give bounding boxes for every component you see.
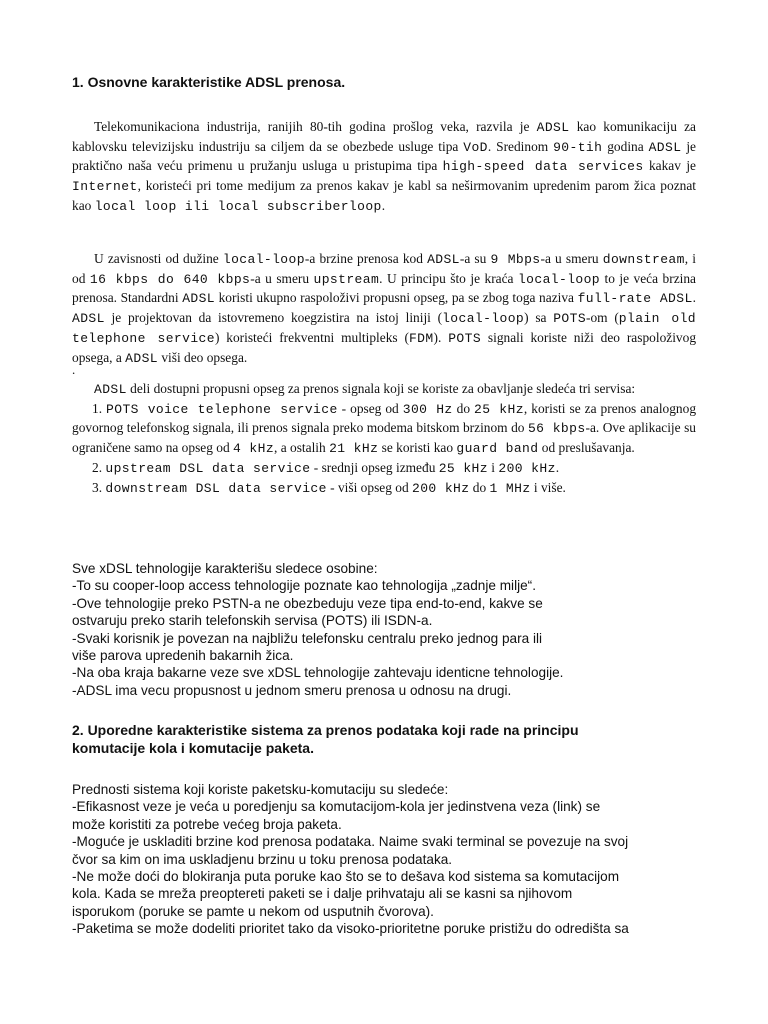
xdsl-line: Sve xDSL tehnologije karakterišu sledece osobine:: [72, 561, 378, 576]
monospace-term: ADSL: [72, 311, 105, 327]
text-run: i više.: [530, 479, 566, 495]
text-run: ) sa: [524, 310, 554, 326]
monospace-term: downstream DSL data service: [105, 480, 327, 496]
monospace-term: upstream DSL data service: [105, 460, 311, 476]
text-run: je praktično naša veću primenu u pružanju usluga u pristupima tipa: [72, 138, 696, 174]
section1-body-2: [72, 250, 696, 368]
text-run: kakav je: [643, 158, 696, 174]
monospace-term: local-loop: [442, 311, 525, 327]
paragraph-adsl-history: [72, 118, 696, 217]
monospace-term: Internet: [72, 179, 138, 195]
monospace-term: FDM: [408, 330, 434, 346]
text-run: viši deo opsega.: [157, 349, 248, 365]
xdsl-line: više parova upredenih bakarnih žica.: [72, 648, 294, 664]
advantages-line: može koristiti za potrebe većeg broja paketa.: [72, 816, 342, 832]
monospace-term: local loop ili local subscriberloop: [94, 198, 382, 214]
monospace-term: downstream: [602, 252, 685, 267]
text-run: i: [487, 459, 499, 475]
services-block: [72, 380, 696, 498]
paragraph-adsl-speeds: [72, 250, 696, 368]
text-run: signali koriste niži deo raspoloživog opsega, a: [72, 329, 697, 365]
xdsl-line: -To su cooper-loop access tehnologije poznate kao tehnologija „zadnje milje“.: [72, 578, 536, 594]
text-run: -a su: [459, 251, 491, 266]
text-run: je projektovan da istovremeno koegzistira na istoj liniji (: [104, 310, 443, 326]
section1-body: [72, 118, 696, 217]
monospace-term: ADSL: [427, 252, 460, 267]
monospace-term: guard band: [456, 441, 539, 457]
monospace-term: 200 kHz: [498, 460, 556, 476]
text-run: do: [469, 479, 490, 495]
monospace-term: POTS: [553, 311, 587, 327]
monospace-term: full-rate ADSL: [577, 291, 693, 307]
text-run: od preslušavanja.: [538, 440, 635, 456]
text-run: .: [692, 290, 697, 306]
text-run: -a brzine prenosa kod: [304, 251, 428, 266]
advantages-line: -Ne može doći do blokiranja puta poruke kao što se to dešava kod sistema sa komutacijom: [72, 869, 620, 885]
monospace-term: ADSL: [125, 350, 158, 366]
monospace-term: 16 kbps do 640 kbps: [89, 271, 251, 287]
monospace-term: 25 kHz: [474, 401, 524, 417]
text-run: 1.: [92, 400, 107, 416]
monospace-term: upstream: [313, 271, 380, 287]
service-item-downstream: [72, 479, 696, 499]
monospace-term: 25 kHz: [438, 460, 488, 476]
text-run: U zavisnosti od dužine: [94, 251, 223, 266]
text-run: - viši opseg od: [326, 479, 413, 495]
advantages-line: čvor sa kim on ima uskladjenu brzinu u toku prenosa podataka.: [72, 851, 453, 867]
monospace-term: local-loop: [222, 252, 305, 267]
monospace-term: 200 kHz: [412, 480, 470, 496]
text-run: , i od: [72, 251, 697, 286]
text-run: .: [555, 459, 560, 475]
monospace-term: VoD: [463, 139, 488, 155]
text-run: -a u smeru: [540, 251, 603, 266]
xdsl-line: -ADSL ima vecu propusnost u jednom smeru prenosa u odnosu na drugi.: [72, 682, 512, 698]
advantages-line: -Moguće je uskladiti brzine kod prenosa podataka. Naime svaki terminal se povezuje na svoj: [72, 834, 629, 850]
monospace-term: ADSL: [182, 291, 215, 307]
monospace-term: local-loop: [517, 271, 600, 287]
text-run: .: [381, 197, 386, 213]
text-run: , a ostalih: [274, 440, 330, 456]
monospace-term: 56 kbps: [527, 421, 586, 437]
xdsl-properties: [72, 560, 696, 699]
text-run: godina: [602, 138, 649, 154]
monospace-term: high-speed data services: [442, 159, 644, 175]
xdsl-line: -Svaki korisnik je povezan na najbližu telefonsku centralu preko jednog para ili: [72, 630, 543, 646]
section2-heading-line: komutacije kola i komutacije paketa.: [72, 740, 314, 756]
text-run: - opseg od: [337, 400, 403, 416]
monospace-term: 4 kHz: [233, 441, 275, 457]
text-run: -a u smeru: [250, 270, 314, 286]
text-run: ).: [433, 329, 449, 345]
xdsl-line: -Na oba kraja bakarne veze sve xDSL tehnologije zahtevaju identicne tehnologije.: [72, 665, 564, 681]
service-item-pots: [72, 400, 696, 459]
service-item-upstream: [72, 459, 696, 479]
text-run: do: [452, 400, 475, 416]
text-run: , koristi se za prenos analognog govornog telefonskog signala, ili prenos signala preko modema bitskom brzinom do: [72, 400, 697, 436]
advantages-line: kola. Kada se mreža preoptereti paketi se i dalje prihvataju ali se kasni sa njihovom: [72, 886, 573, 902]
packet-switching-advantages: [72, 781, 696, 938]
monospace-term: 21 kHz: [329, 441, 379, 457]
text-run: ) koristeći frekventni multipleks (: [214, 329, 409, 345]
text-run: . Sredinom: [487, 138, 554, 154]
text-run: to je veća brzina prenosa. Standardni: [72, 270, 696, 306]
text-run: 2.: [92, 459, 106, 475]
text-run: se koristi kao: [378, 440, 457, 456]
text-run: -a. Ove aplikacije su ograničene samo na opseg od: [72, 420, 696, 456]
monospace-term: 90-tih: [553, 139, 603, 155]
monospace-term: POTS: [448, 330, 482, 346]
text-run: koristi ukupno raspoloživi propusni opseg, pa se zbog toga naziva: [215, 290, 578, 306]
advantages-line: isporukom (poruke se pamte u nekom od usputnih čvorova).: [72, 903, 434, 919]
advantages-line: -Paketima se može dodeliti prioritet tako da visoko-prioritetne poruke pristižu do odredišta sa: [72, 921, 629, 937]
text-run: , koristeći pri tome medijum za prenos kakav je kabl sa neširmovanim upredenim parom žica poznat kao: [72, 178, 696, 213]
monospace-term: 9 Mbps: [490, 252, 541, 267]
text-run: - srednji opseg između: [310, 459, 439, 475]
monospace-term: 300 Hz: [402, 401, 453, 417]
section2-heading: [72, 721, 702, 757]
stray-dot: .: [72, 362, 76, 377]
monospace-term: ADSL: [648, 139, 682, 155]
advantages-line: Prednosti sistema koji koriste paketsku-komutaciju su sledeće:: [72, 782, 449, 797]
monospace-term: POTS voice telephone service: [106, 401, 338, 417]
monospace-term: ADSL: [536, 120, 570, 135]
monospace-term: ADSL: [94, 382, 127, 397]
text-run: . U principu što je kraća: [379, 270, 518, 286]
text-run: Telekomunikaciona industrija, ranijih 80-tih godina prošlog veka, razvila je: [94, 119, 537, 134]
text-run: deli dostupni propusni opseg za prenos signala koji se koriste za obavljanje sledeća tri servisa:: [126, 381, 636, 396]
monospace-term: 1 MHz: [489, 480, 531, 496]
text-run: -om (: [586, 310, 619, 326]
section2-heading-line: 2. Uporedne karakteristike sistema za prenos podataka koji rade na principu: [72, 722, 579, 738]
advantages-line: -Efikasnost veze je veća u poredjenju sa komutacijom-kola jer jedinstvena veza (link) se: [72, 799, 601, 815]
xdsl-line: -Ove tehnologije preko PSTN-a ne obezbeduju veze tipa end-to-end, kakve se: [72, 595, 543, 611]
xdsl-line: ostvaruju preko starih telefonskih servisa (POTS) ili ISDN-a.: [72, 613, 433, 629]
monospace-term: plain old telephone service: [72, 311, 696, 346]
text-run: kao komunikaciju za kablovsku televizijsku industriju sa ciljem da se obezbede usluge tipa: [72, 119, 697, 154]
section1-heading: 1. Osnovne karakteristike ADSL prenosa.: [72, 74, 346, 90]
text-run: 3.: [92, 479, 106, 495]
paragraph-services-intro: [72, 380, 696, 400]
